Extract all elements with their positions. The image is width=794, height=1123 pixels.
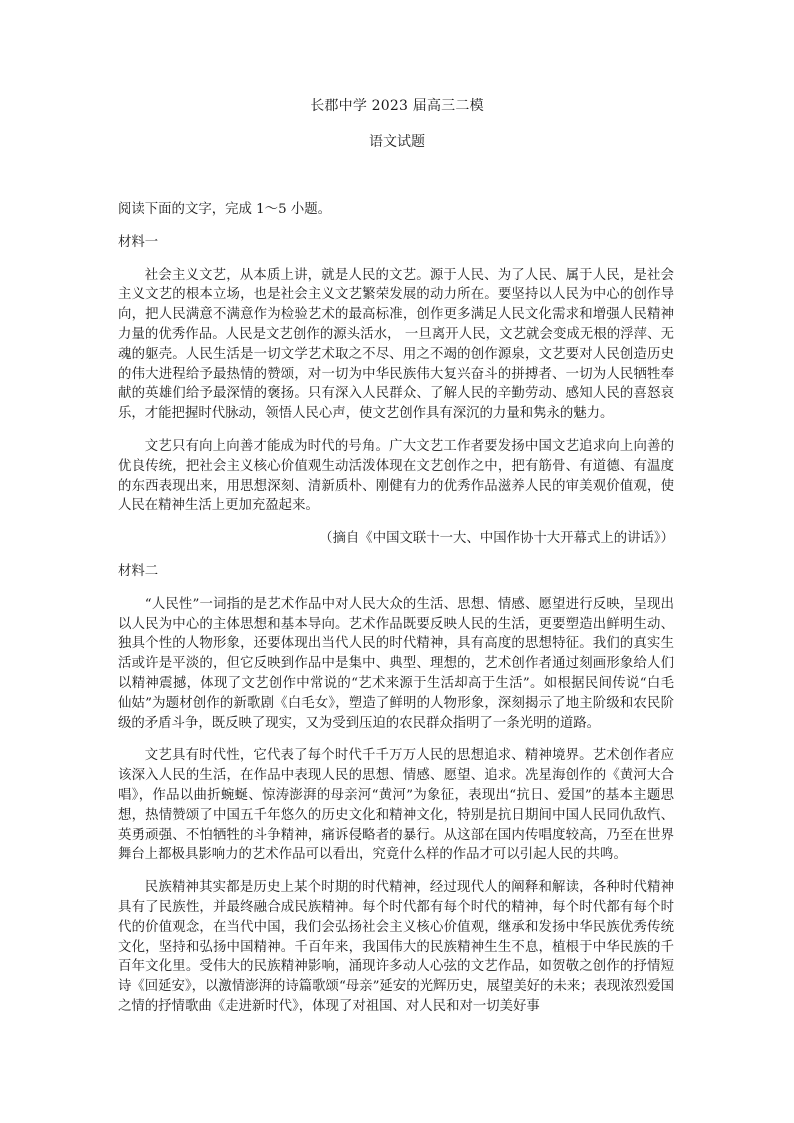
reading-instruction: 阅读下面的文字，完成 1～5 小题。 xyxy=(118,202,332,217)
material2-paragraph: 文艺具有时代性，它代表了每个时代千千万万人民的思想追求、精神境界。艺术创作者应该深入人民的生活，在作品中表现人民的思想、情感、愿望、追求。冼星海创作的《黄河大合唱》，作品以曲折蜿蜒、惊涛澎湃的母亲河“黄河”为象征，表现出“抗日、爱国”的基本主题思想，热情赞颂了中国五千年悠久的历史文化和精神文化，特别是抗日期间中国人民同仇敌忾、英勇顽强、不怕牺牲的斗争精神，痛诉侵略者的暴行。从这部在国内传唱度较高，乃至在世界舞台上都极具影响力的艺术作品可以看出，究竟什么样的作品才可以引起人民的共鸣。 xyxy=(118,748,674,863)
exam-subtitle: 语文试题 xyxy=(369,134,425,150)
material1-source: （摘自《中国文联十一大、中国作协十大开幕式上的讲话》） xyxy=(319,531,674,547)
material1-paragraph: 社会主义文艺，从本质上讲，就是人民的文艺。源于人民、为了人民、属于人民，是社会主义文艺的根本立场，也是社会主义文艺繁荣发展的动力所在。要坚持以人民为中心的创作导向，把人民满意不满意作为检验艺术的最高标准，创作更多满足人民文化需求和增强人民精神力量的优秀作品。人民是文艺创作的源头活水， 一旦离开人民，文艺就会变成无根的浮萍、无魂的躯壳。人民生活是一切文学艺术取之不尽、用之不竭的创作源泉，文艺要对人民创造历史的伟大进程给予最热情的赞颂，对一切为中华民族伟大复兴奋斗的拼搏者、一切为人民牺牲奉献的英雄们给予最深情的褒扬。只有深入人民群众、了解人民的辛勤劳动、感知人民的喜怒哀乐，才能把握时代脉动，领悟人民心声，使文艺创作具有深沉的力量和隽永的魅力。 xyxy=(118,267,674,422)
reading-content xyxy=(118,200,674,1030)
material2-paragraph: “人民性”一词指的是艺术作品中对人民大众的生活、思想、情感、愿望进行反映，呈现出以人民为中心的主体思想和基本导向。艺术作品既要反映人民的生活，更要塑造出鲜明生动、独具个性的人物形象，还要体现出当代人民的时代精神，具有高度的思想特征。我们的真实生活或许是平淡的，但它反映到作品中是集中、典型、理想的，艺术创作者通过刻画形象给人们以精神震撼，体现了文艺创作中常说的“艺术来源于生活却高于生活”。如根据民间传说“白毛仙姑”为题材创作的新歌剧《白毛女》，塑造了鲜明的人物形象，深刻揭示了地主阶级和农民阶级的矛盾斗争，既反映了现实，又为受到压迫的农民群众指明了一条光明的道路。 xyxy=(118,596,674,731)
material1-label: 材料一 xyxy=(118,234,159,250)
material2-paragraph: 民族精神其实都是历史上某个时期的时代精神，经过现代人的阐释和解读，各种时代精神具有了民族性，并最终融合成民族精神。每个时代都有每个时代的精神，每个时代都有每个时代的价值观念，在当代中国，我们会弘扬社会主义核心价值观，继承和发扬中华民族优秀传统文化，坚持和弘扬中国精神。千百年来，我国伟大的民族精神生生不息，植根于中华民族的千百年文化里。受伟大的民族精神影响，涌现许多动人心弦的文艺作品，如贺敬之创作的抒情短诗《回延安》，以激情澎湃的诗篇歌颂“母亲”延安的光辉历史，展望美好的未来；表现浓烈爱国之情的抒情歌曲《走进新时代》，体现了对祖国、对人民和对一切美好事 xyxy=(118,880,675,1014)
exam-title: 长郡中学 2023 届高三二模 xyxy=(310,98,484,114)
material1-paragraph: 文艺只有向上向善才能成为时代的号角。广大文艺工作者要发扬中国文艺追求向上向善的优良传统，把社会主义核心价值观生动活泼体现在文艺创作之中，把有筋骨、有道德、有温度的东西表现出来，用思想深刻、清新质朴、刚健有力的优秀作品滋养人民的审美观价值观，使人民在精神生活上更加充盈起来。 xyxy=(118,438,674,514)
material2-label: 材料二 xyxy=(118,563,159,579)
